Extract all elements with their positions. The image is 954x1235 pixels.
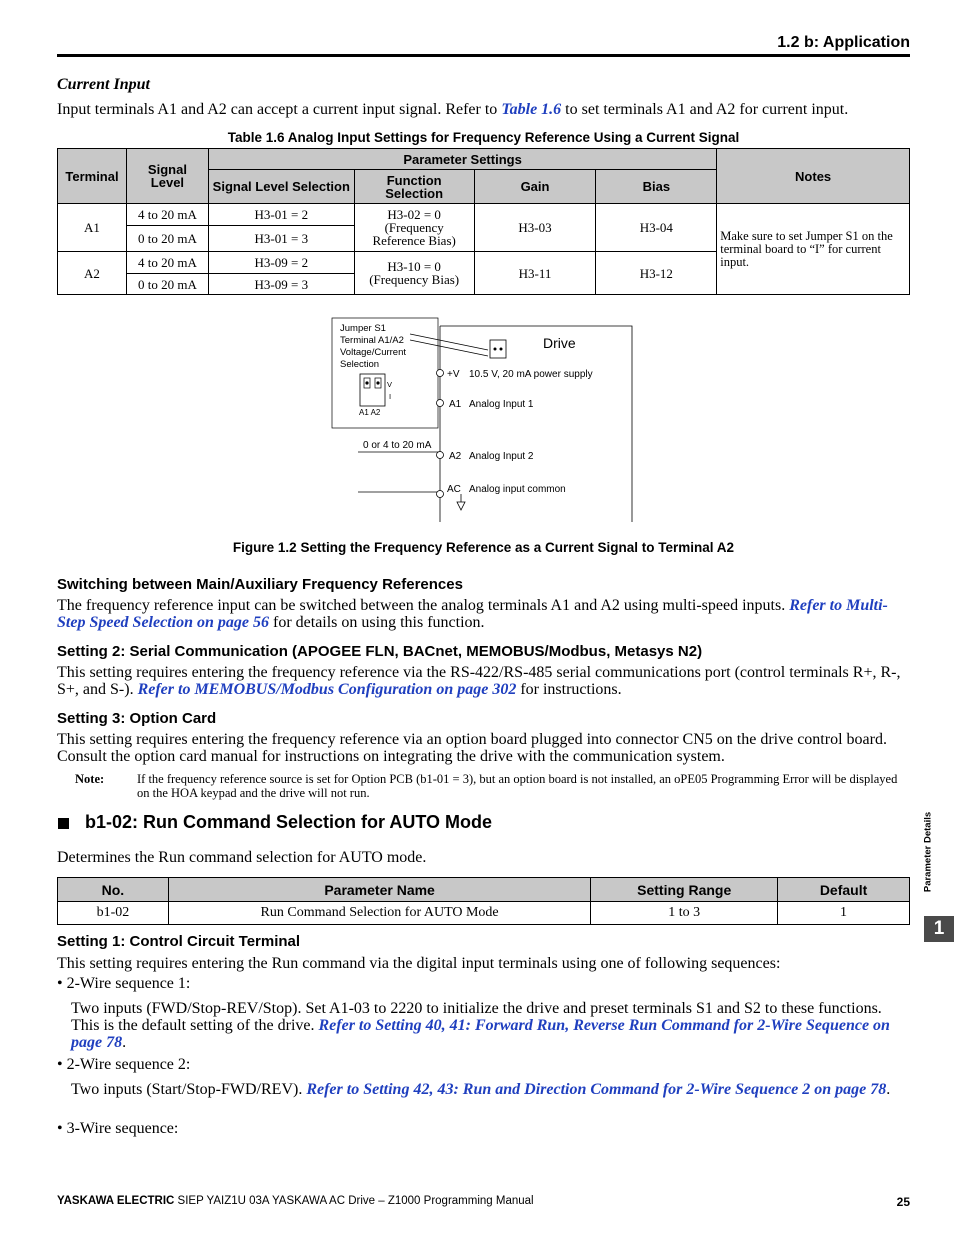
callout-line [410,340,488,356]
setting1-paragraph: This setting requires entering the Run command via the digital input terminals using one of following sequences: [57,955,781,972]
multi-step-speed-link[interactable]: Refer to Multi-Step Speed Selection on page 56 [57,597,888,631]
terminal-ac-icon [437,491,444,498]
terminal-a1-label: A1 [449,399,462,410]
bullet-2wire-2: • 2-Wire sequence 2: [57,1056,191,1073]
section-header: 1.2 b: Application [777,34,910,51]
setting1-heading: Setting 1: Control Circuit Terminal [57,933,301,950]
setting-40-41-link[interactable]: Refer to Setting 40, 41: Forward Run, Reverse Run Command for 2-Wire Sequence on page 78 [71,1017,890,1051]
current-input-paragraph: Input terminals A1 and A2 can accept a current input signal. Refer to Table 1.6 to set terminals A1 and A2 for current input. [57,101,849,118]
cell-level: 0 to 20 mA [126,226,208,252]
jumper-label-3: Voltage/Current [340,347,407,358]
jumper-label-1: Jumper S1 [340,323,386,334]
jumper-dot-icon [365,381,368,384]
th-terminal: Terminal [58,149,127,204]
cell-gain-a2: H3-11 [474,252,596,295]
terminal-a2-icon [437,452,444,459]
cell-sls: H3-09 = 2 [208,252,354,274]
memobus-config-link[interactable]: Refer to MEMOBUS/Modbus Configuration on page 302 [137,681,517,698]
switch-v-label: V [387,380,393,389]
drive-label: Drive [543,335,576,351]
cell-sls: H3-09 = 3 [208,274,354,295]
terminal-plus-v-icon [437,370,444,377]
note-label: Note: [75,772,105,786]
note-text: If the frequency reference source is set for Option PCB (b1-01 = 3), but an option board is not installed, an oPE05 Programming Error will be displayed on the HOA keypad and the drive will not run. [137,772,898,800]
wiring-diagram [330,312,640,526]
chapter-tab[interactable]: 1 [924,916,954,942]
table-1-6-caption: Table 1.6 Analog Input Settings for Frequency Reference Using a Current Signal [227,130,740,145]
bullet-2wire-2-text: Two inputs (Start/Stop-FWD/REV). Refer to Setting 42, 43: Run and Direction Command for 2-Wire Sequence 2 on page 78. [71,1081,891,1098]
setting3-heading: Setting 3: Option Card [57,710,217,727]
jumper-label-2: Terminal A1/A2 [340,335,404,346]
cell-bias-a2: H3-12 [596,252,717,295]
analog-input-settings-table [57,148,910,295]
cell-no: b1-02 [58,902,169,925]
current-signal-label: 0 or 4 to 20 mA [363,440,432,451]
cell-bias-a1: H3-04 [596,204,717,252]
th-gain: Gain [474,170,596,204]
cell-fs-a1: H3-02 = 0 (Frequency Reference Bias) [354,204,474,252]
table-1-6-link[interactable]: Table 1.6 [501,101,562,118]
header-rule [57,54,910,57]
ground-icon [457,502,465,510]
bullet-2wire-1: • 2-Wire sequence 1: [57,975,191,992]
cell-terminal-a1: A1 [58,204,127,252]
switching-paragraph: The frequency reference input can be switched between the analog terminals A1 and A2 using multi-speed inputs. Refer to Multi-Step Speed Selection on page 56 for details on using this function. [57,597,888,631]
switch-a1a2-label: A1 A2 [359,408,381,417]
setting3-paragraph: This setting requires entering the frequency reference via an option board plugged into connector CN5 on the drive control board. Consult the option card manual for instructions on integrating the drive with the communication system. [57,731,887,765]
terminal-a2-desc: Analog Input 2 [469,451,534,462]
th-parameter-name: Parameter Name [168,878,590,902]
b1-02-parameter-table [57,877,910,925]
b1-02-description: Determines the Run command selection for AUTO mode. [57,849,427,866]
cell-sls: H3-01 = 2 [208,204,354,226]
setting-42-43-link[interactable]: Refer to Setting 42, 43: Run and Direction Command for 2-Wire Sequence 2 on page 78 [306,1081,887,1098]
cell-sls: H3-01 = 3 [208,226,354,252]
terminal-plus-v-desc: 10.5 V, 20 mA power supply [469,369,593,380]
b1-02-heading: b1-02: Run Command Selection for AUTO Mode [85,812,493,832]
cell-terminal-a2: A2 [58,252,127,295]
th-function-selection: Function Selection [354,170,474,204]
terminal-a1-desc: Analog Input 1 [469,399,534,410]
th-setting-range: Setting Range [591,878,778,902]
current-input-heading: Current Input [57,76,150,93]
jumper-label-4: Selection [340,359,380,370]
th-default: Default [778,878,910,902]
cell-gain-a1: H3-03 [474,204,596,252]
figure-1-2-caption: Figure 1.2 Setting the Frequency Reference as a Current Signal to Terminal A2 [232,540,735,555]
drive-jumper-dot-icon [494,348,497,351]
cell-parameter-name: Run Command Selection for AUTO Mode [168,902,590,925]
cell-level: 4 to 20 mA [126,252,208,274]
page-number: 25 [896,1195,910,1209]
bullet-3wire: • 3-Wire sequence: [57,1120,179,1137]
cell-notes: Make sure to set Jumper S1 on the terminal board to “I” for current input. [717,204,910,295]
side-section-label: Parameter Details [922,811,934,893]
drive-jumper-dot-icon [500,348,503,351]
th-signal-level: Signal Level [126,149,208,204]
cell-default: 1 [778,902,910,925]
switch-i-label: I [389,392,392,401]
th-no: No. [58,878,169,902]
th-signal-level-selection: Signal Level Selection [208,170,354,204]
setting2-paragraph: This setting requires entering the frequency reference via the RS-422/RS-485 serial communications port (control terminals R+, R-, S+, and S-). Refer to MEMOBUS/Modbus Configuration on page 302 for instructions. [57,664,901,698]
cell-setting-range: 1 to 3 [591,902,778,925]
jumper-dot-icon [376,381,379,384]
terminal-plus-v-label: +V [447,369,460,380]
terminal-a2-label: A2 [449,451,462,462]
terminal-ac-desc: Analog input common [469,484,566,495]
square-bullet-icon [58,818,69,829]
th-parameter-settings: Parameter Settings [208,149,716,170]
terminal-ac-label: AC [447,484,461,495]
setting2-heading: Setting 2: Serial Communication (APOGEE FLN, BACnet, MEMOBUS/Modbus, Metasys N2) [57,643,703,660]
switching-heading: Switching between Main/Auxiliary Frequency References [57,576,463,593]
drive-jumper-icon [490,340,506,358]
cell-fs-a2: H3-10 = 0 (Frequency Bias) [354,252,474,295]
th-notes: Notes [717,149,910,204]
terminal-a1-icon [437,400,444,407]
bullet-2wire-1-text: Two inputs (FWD/Stop-REV/Stop). Set A1-03 to 2220 to initialize the drive and preset terminals S1 and S2 to these functions. This is the default setting of the drive. Refer to Setting 40, 41: Forward Run, Reverse Run Command for 2-Wire Sequence on page 78. [71,1000,890,1051]
cell-level: 0 to 20 mA [126,274,208,295]
th-bias: Bias [596,170,717,204]
footer-text: YASKAWA ELECTRIC SIEP YAIZ1U 03A YASKAWA AC Drive – Z1000 Programming Manual [57,1195,534,1207]
callout-line [410,334,488,350]
cell-level: 4 to 20 mA [126,204,208,226]
